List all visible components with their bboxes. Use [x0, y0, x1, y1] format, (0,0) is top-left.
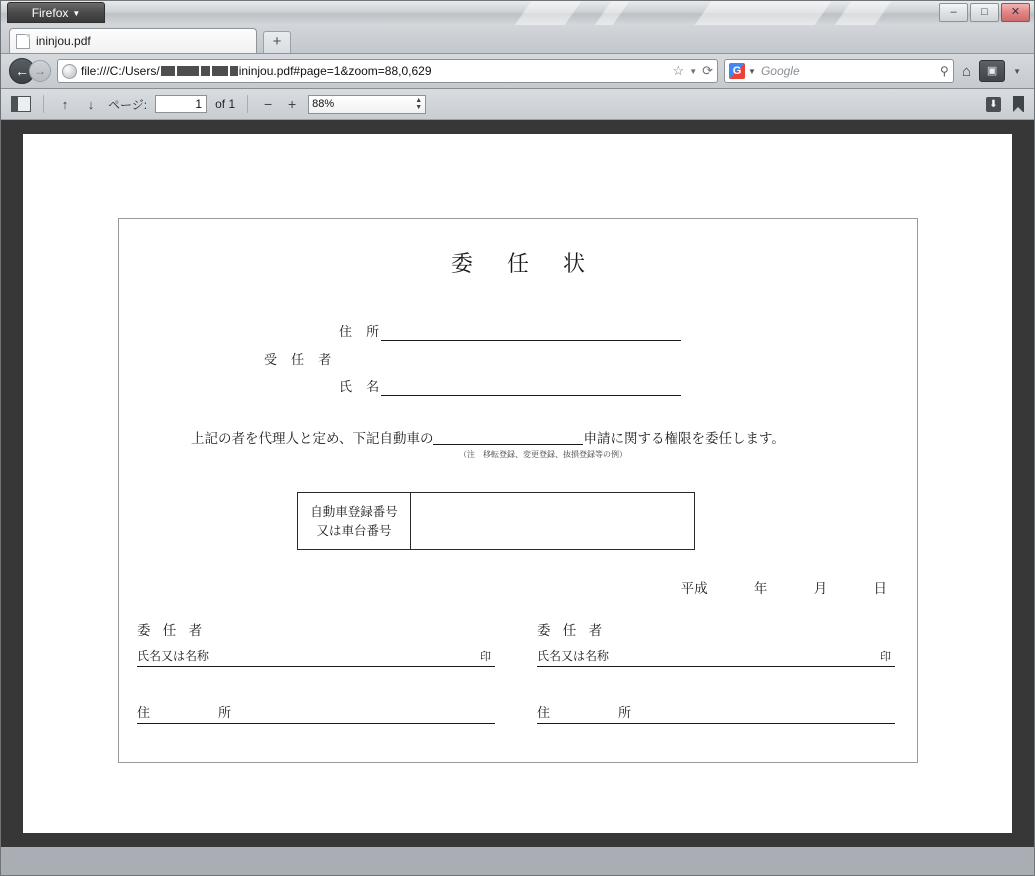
zoom-level-select[interactable]	[308, 95, 426, 114]
vehicle-registration-value	[411, 493, 694, 549]
titlebar-gloss-2	[583, 1, 636, 25]
titlebar-gloss-1	[503, 1, 588, 25]
redacted-block-1	[161, 66, 175, 76]
home-icon[interactable]: ⌂	[962, 62, 972, 80]
firefox-app-menu-button[interactable]	[7, 2, 105, 23]
back-button[interactable]: ←	[9, 58, 35, 84]
pdf-viewer-toolbar	[1, 89, 1034, 120]
signer-left-address-label: 住 所	[137, 706, 246, 721]
firefox-menu-label: Firefox	[31, 6, 69, 20]
purpose-blank	[433, 430, 583, 445]
url-suffix: ininjou.pdf#page=1&zoom=88,0,629	[238, 64, 432, 78]
seal-icon: 印	[480, 650, 491, 663]
signer-right-role	[537, 619, 606, 639]
sidebar-toggle-button[interactable]	[11, 96, 31, 112]
pdf-toolbar-right	[986, 96, 1024, 112]
page-count-label: of 1	[215, 97, 236, 111]
vehicle-registration-table	[297, 492, 695, 550]
signer-right-address-line	[537, 702, 895, 724]
page-number-label: ページ:	[108, 97, 148, 112]
search-bar[interactable]	[724, 59, 954, 83]
pdf-viewer-area	[1, 120, 1034, 847]
zoom-out-button[interactable]: −	[264, 96, 273, 112]
signer-left-name-line	[137, 647, 495, 667]
redacted-block-2	[177, 66, 199, 76]
tab-ininjou-pdf[interactable]	[9, 28, 257, 53]
titlebar-gloss-3	[683, 1, 838, 25]
close-button[interactable]: ✕	[1001, 3, 1030, 22]
title-bar	[1, 1, 1034, 25]
window-controls	[939, 3, 1030, 22]
new-tab-button[interactable]: +	[263, 31, 291, 53]
minimize-button[interactable]: –	[939, 3, 968, 22]
sentence-part-1: 上記の者を代理人と定め、下記自動車の	[191, 431, 434, 447]
toolbar-right-buttons	[962, 60, 1026, 82]
previous-page-button[interactable]: ↑	[61, 96, 69, 112]
signer-left-role-label: 委 任 者	[137, 623, 207, 639]
titlebar-gloss-4	[823, 1, 898, 25]
signer-right-name-label: 氏名又は名称	[537, 649, 610, 663]
seal-icon: 印	[880, 650, 891, 663]
toolbar-separator	[43, 95, 44, 113]
signer-left-name-label: 氏名又は名称	[137, 649, 210, 663]
tab-label: ininjou.pdf	[36, 34, 91, 48]
zoom-in-button[interactable]: +	[288, 96, 297, 112]
url-prefix: file:///C:/Users/	[81, 64, 160, 78]
date-month: 月	[813, 581, 828, 597]
label-shimei: 氏 名	[339, 380, 385, 395]
date-era: 平成	[680, 581, 708, 597]
page-number-input[interactable]: 1	[155, 95, 207, 113]
signer-left-address-line	[137, 702, 495, 724]
label-jusho: 住 所	[339, 325, 385, 340]
maximize-button[interactable]: □	[970, 3, 999, 22]
address-bar-text	[81, 64, 669, 78]
forward-button[interactable]: →	[29, 60, 51, 82]
globe-icon	[62, 64, 77, 79]
vehicle-registration-label-line1: 自動車登録番号	[310, 503, 398, 519]
signer-right-role-label: 委 任 者	[537, 623, 607, 639]
spinner-icon: ▲ ▼	[415, 97, 423, 111]
document-icon	[16, 34, 30, 49]
redacted-block-4	[212, 66, 228, 76]
google-icon: G	[729, 63, 745, 79]
download-icon[interactable]: ⬇	[986, 97, 1001, 112]
signer-right-address-label: 住 所	[537, 706, 646, 721]
address-bar-icons	[669, 63, 713, 79]
sentence-part-2: 申請に関する権限を委任します。	[583, 431, 785, 447]
bookmark-icon[interactable]	[1013, 96, 1024, 112]
zoom-level-value: 88%	[312, 98, 335, 110]
toolbar-separator-2	[247, 95, 248, 113]
redacted-block-5	[230, 66, 238, 76]
label-jyuninsha: 受 任 者	[264, 353, 337, 368]
chevron-down-icon[interactable]: ▼	[1013, 66, 1021, 76]
date-row	[681, 577, 887, 597]
search-input[interactable]: Google	[760, 64, 800, 78]
signer-right-name-line	[537, 647, 895, 667]
bookmark-star-icon[interactable]: ☆	[672, 63, 685, 78]
date-day: 日	[873, 581, 887, 597]
shimei-underline	[381, 395, 681, 396]
next-page-button[interactable]: ↓	[87, 96, 95, 112]
pdf-page	[23, 134, 1012, 833]
document-form	[118, 218, 918, 763]
chevron-down-icon[interactable]: ▼	[748, 66, 756, 76]
redacted-block-3	[201, 66, 210, 76]
date-year: 年	[753, 581, 768, 597]
search-icon[interactable]: ⚲	[940, 64, 950, 78]
navigation-toolbar	[1, 54, 1034, 89]
delegation-sentence	[191, 427, 785, 447]
jusho-underline	[381, 340, 681, 341]
chevron-down-icon[interactable]: ▼	[689, 66, 698, 76]
sentence-note: （注 移転登録、変更登録、抜損登録等の例）	[459, 450, 627, 459]
vehicle-registration-label-line2: 又は車台番号	[316, 523, 392, 538]
bookmarks-button[interactable]: ▣	[979, 60, 1005, 82]
chevron-down-icon: ▼	[72, 9, 81, 19]
tab-bar	[1, 25, 1034, 54]
address-bar[interactable]	[57, 59, 718, 83]
reload-icon[interactable]: ⟳	[702, 63, 714, 78]
signer-left-role	[137, 619, 206, 639]
vehicle-registration-label	[298, 493, 411, 549]
document-title: 委任状	[450, 252, 619, 277]
